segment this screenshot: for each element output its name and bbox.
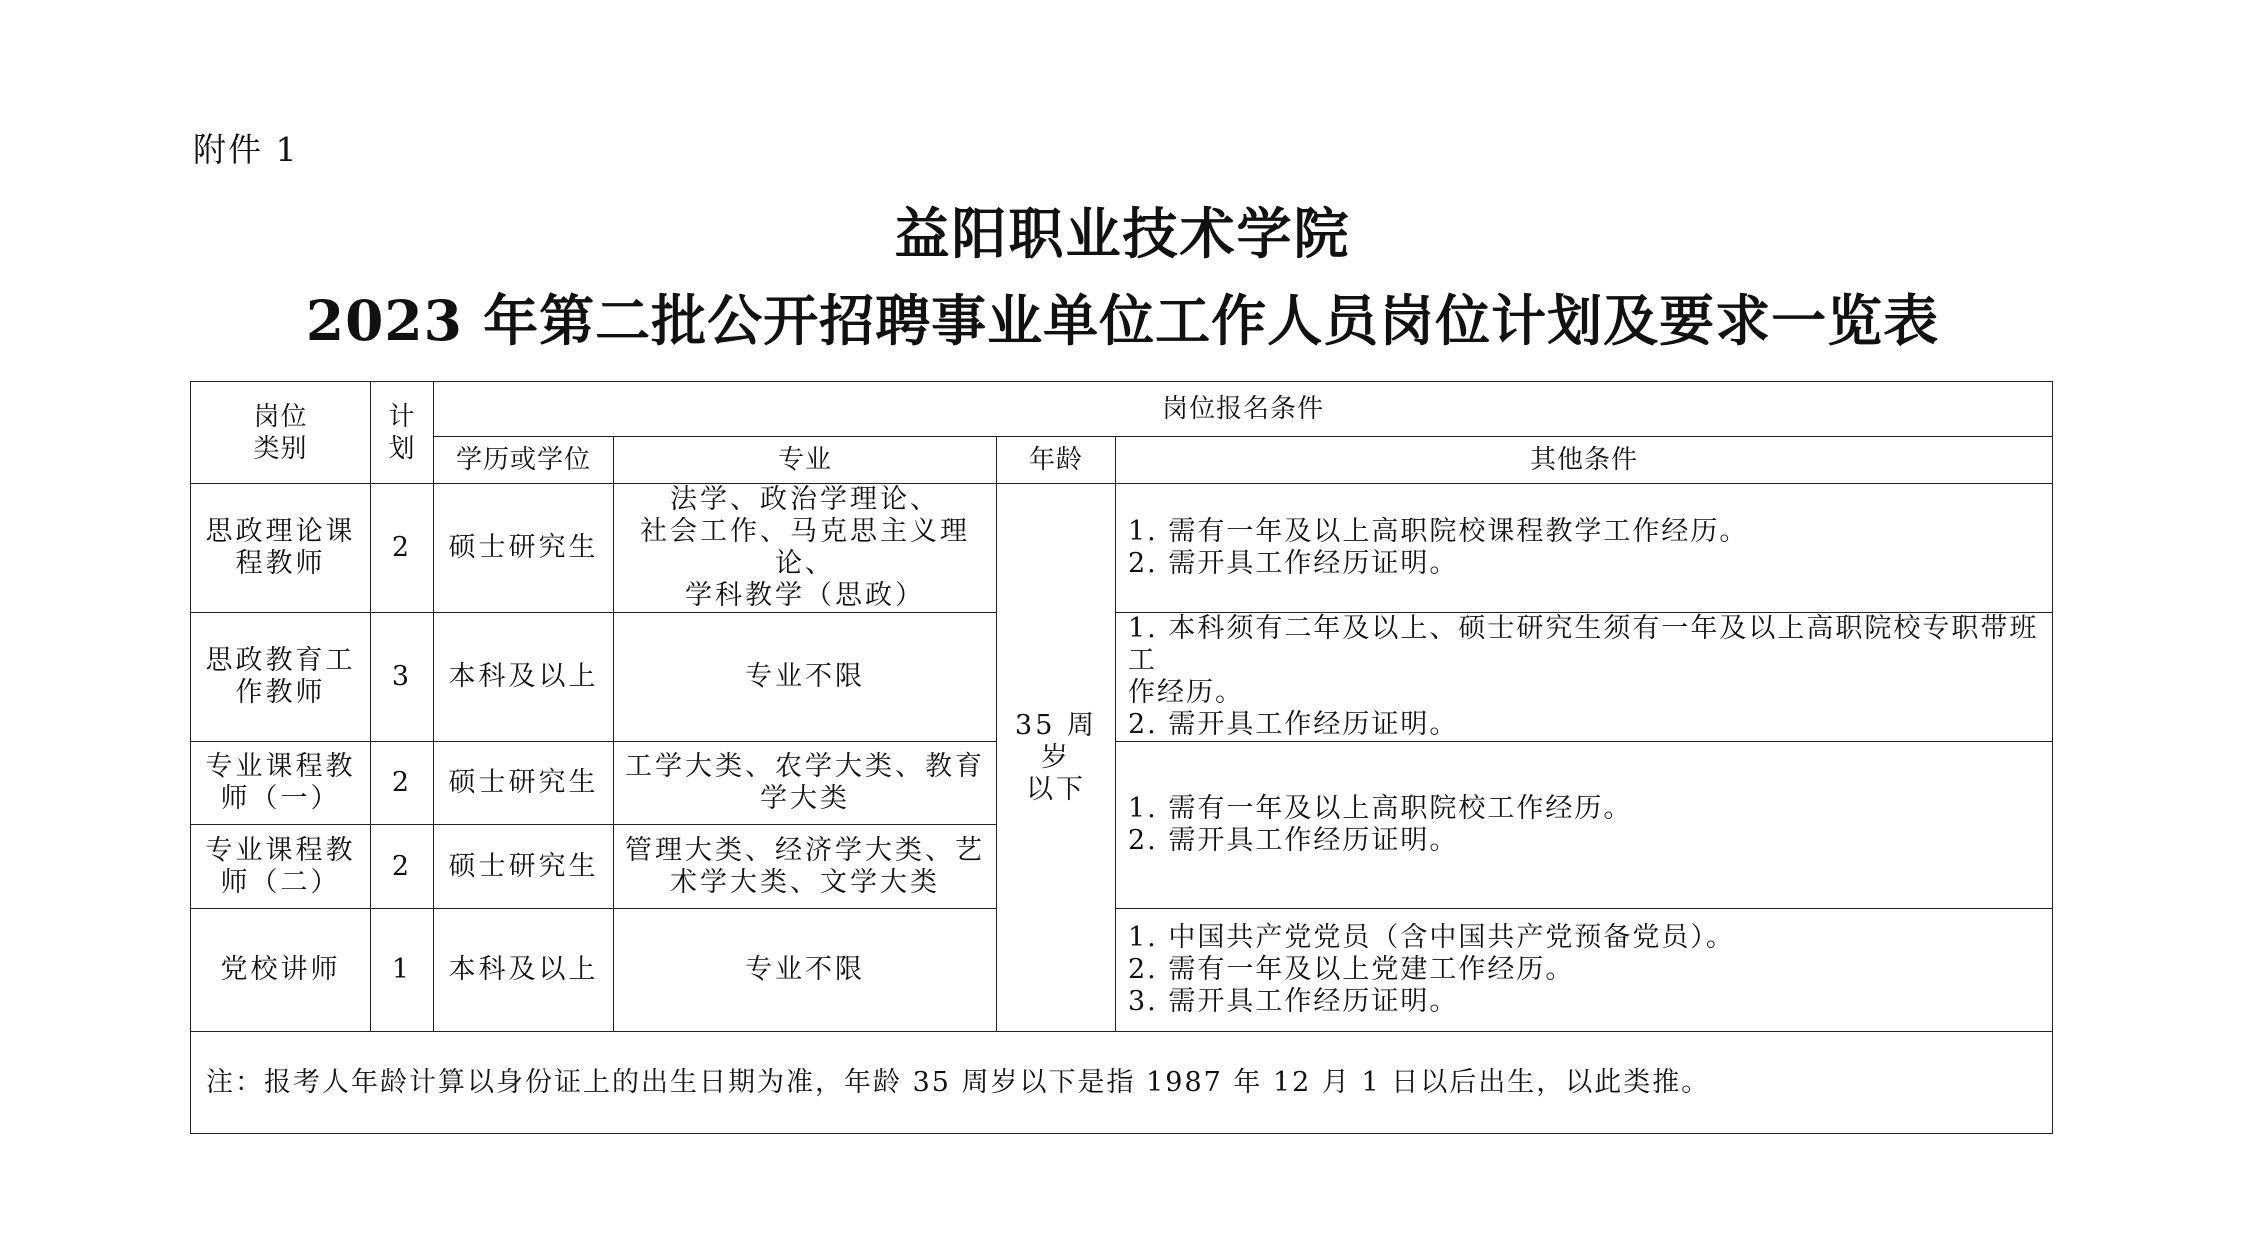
attachment-label: 附件 1 xyxy=(193,130,299,169)
plan-count: 2 xyxy=(371,484,434,613)
post-name: 党校讲师 xyxy=(191,909,371,1032)
education: 硕士研究生 xyxy=(434,825,614,909)
table-note: 注：报考人年龄计算以身份证上的出生日期为准，年龄 35 周岁以下是指 1987 年 12 月 1 日以后出生，以此类推。 xyxy=(191,1032,2053,1134)
header-education: 学历或学位 xyxy=(434,437,614,484)
header-row-2 xyxy=(191,437,2053,484)
table-row xyxy=(191,484,2053,613)
header-other: 其他条件 xyxy=(1116,437,2053,484)
major: 管理大类、经济学大类、艺 术学大类、文学大类 xyxy=(614,825,997,909)
post-name: 专业课程教 师（一） xyxy=(191,742,371,825)
plan-count: 3 xyxy=(371,613,434,742)
other-conditions: 1. 需有一年及以上高职院校课程教学工作经历。 2. 需开具工作经历证明。 xyxy=(1116,484,2053,613)
header-major: 专业 xyxy=(614,437,997,484)
other-conditions: 1. 需有一年及以上高职院校工作经历。 2. 需开具工作经历证明。 xyxy=(1116,742,2053,909)
table-row xyxy=(191,742,2053,825)
header-age: 年龄 xyxy=(997,437,1116,484)
major: 法学、政治学理论、 社会工作、马克思主义理论、 学科教学（思政） xyxy=(614,484,997,613)
document-subtitle: 2023 年第二批公开招聘事业单位工作人员岗位计划及要求一览表 xyxy=(305,288,1940,353)
post-name: 专业课程教 师（二） xyxy=(191,825,371,909)
table-row xyxy=(191,909,2053,1032)
other-conditions: 1. 本科须有二年及以上、硕士研究生须有一年及以上高职院校专职带班工 作经历。 2. 需开具工作经历证明。 xyxy=(1116,613,2053,742)
education: 本科及以上 xyxy=(434,613,614,742)
document-title: 益阳职业技术学院 xyxy=(894,201,1351,266)
header-row-1 xyxy=(191,382,2053,437)
plan-count: 2 xyxy=(371,742,434,825)
table-row xyxy=(191,613,2053,742)
education: 本科及以上 xyxy=(434,909,614,1032)
plan-count: 1 xyxy=(371,909,434,1032)
major: 专业不限 xyxy=(614,613,997,742)
post-name: 思政教育工 作教师 xyxy=(191,613,371,742)
age-requirement: 35 周岁 以下 xyxy=(997,484,1116,1032)
recruitment-plan-table xyxy=(190,381,2053,1134)
other-conditions: 1. 中国共产党党员（含中国共产党预备党员）。 2. 需有一年及以上党建工作经历。 3. 需开具工作经历证明。 xyxy=(1116,909,2053,1032)
education: 硕士研究生 xyxy=(434,484,614,613)
plan-count: 2 xyxy=(371,825,434,909)
major: 工学大类、农学大类、教育 学大类 xyxy=(614,742,997,825)
major: 专业不限 xyxy=(614,909,997,1032)
education: 硕士研究生 xyxy=(434,742,614,825)
post-name: 思政理论课 程教师 xyxy=(191,484,371,613)
note-row xyxy=(191,1032,2053,1134)
header-plan: 计 划 xyxy=(371,382,434,484)
header-post-category: 岗位 类别 xyxy=(191,382,371,484)
header-conditions: 岗位报名条件 xyxy=(434,382,2053,437)
